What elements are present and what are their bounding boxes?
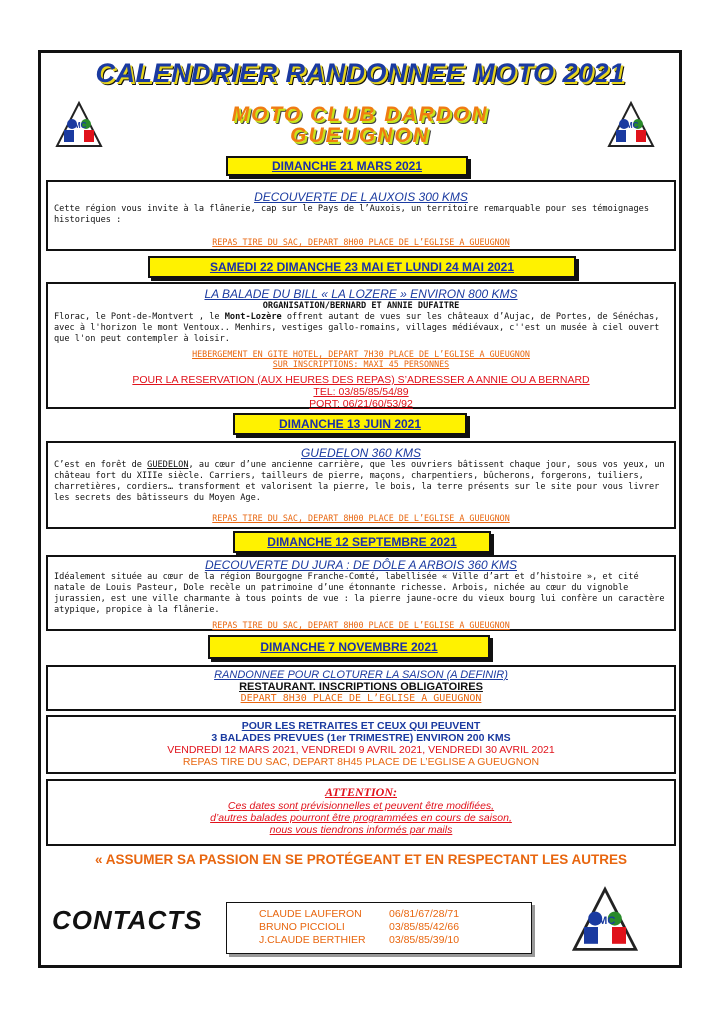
slogan: « ASSUMER SA PASSION EN SE PROTÉGEANT ET EN RESPECTANT LES AUTRES xyxy=(94,852,628,867)
event-reservation: POUR LA RESERVATION (AUX HEURES DES REPAS) S’ADRESSER A ANNIE OU A BERNARD xyxy=(132,374,590,386)
attention-line: d’autres balades pourront être programmées en cours de saison, xyxy=(210,812,512,824)
retraites-line3: VENDREDI 12 MARS 2021, VENDREDI 9 AVRIL 2021, VENDREDI 30 AVRIL 2021 xyxy=(167,744,555,756)
svg-text:MC: MC xyxy=(598,915,616,928)
attention-heading: ATTENTION: xyxy=(325,785,397,799)
event-organisation: ORGANISATION/BERNARD ET ANNIE DUFAITRE xyxy=(262,301,460,311)
event-info: DEPART 8H30 PLACE DE L’EGLISE A GUEUGNON xyxy=(240,693,482,704)
motorcycle-club-logo-icon xyxy=(606,100,656,150)
club-logo-left xyxy=(54,100,104,150)
contact-row xyxy=(227,934,531,947)
retraites-line4: REPAS TIRE DU SAC, DEPART 8H45 PLACE DE L’EGLISE A GUEUGNON xyxy=(182,756,540,768)
event-description: C’est en forêt de GUEDELON, au cœur d’une ancienne carrière, que les ouvriers bâtissent chaque jour, sous vos yeux, un château fort du XIIIe siècle. Carriers, tailleurs de pierre, maçons, charpentiers, bûcherons, forgerons, tuiliers, charretières, cordiers… transforment et valorisent la pierre, le bois, la terre présents sur le site pour vous livrer les secrets des bâtisseurs du Moyen Age. xyxy=(54,460,665,503)
event-box xyxy=(46,441,676,529)
page-title: CALENDRIER RANDONNEE MOTO 2021 xyxy=(95,58,625,88)
club-name-line1: MOTO CLUB DARDON xyxy=(231,103,489,126)
event-box xyxy=(46,555,676,631)
contact-phone: 06/81/67/28/71 xyxy=(389,908,460,920)
club-name-line2: GUEUGNON xyxy=(290,124,430,147)
retraites-line1: POUR LES RETRAITES ET CEUX QUI PEUVENT xyxy=(241,720,481,732)
retraites-box xyxy=(46,715,676,774)
contact-name: J.CLAUDE BERTHIER xyxy=(259,934,366,946)
event-description: Cette région vous invite à la flânerie, cap sur le Pays de l’Auxois, un territoire remarquable pour ses témoignages historiques : xyxy=(54,204,649,225)
svg-text:MC: MC xyxy=(626,121,639,130)
event-info: REPAS TIRE DU SAC, DEPART 8H00 PLACE DE L’EGLISE A GUEUGNON xyxy=(212,513,510,523)
svg-text:MC: MC xyxy=(74,121,87,130)
event-info: REPAS TIRE DU SAC, DEPART 8H00 PLACE DE L’EGLISE A GUEUGNON xyxy=(212,237,510,247)
event-description: Florac, le Pont-de-Montvert , le Mont-Lozère offrent autant de vues sur les châteaux d’Aujac, de Portes, de Sénéchas, avec à l'horizon le mont Ventoux.. Menhirs, vestiges gallo-romains, villages médiévaux, c''est un musée à ciel ouvert que l'on peut contempler à loisir. xyxy=(54,312,660,344)
contacts-heading: CONTACTS xyxy=(52,905,203,935)
event-info: HEBERGEMENT EN GITE HOTEL, DEPART 7H30 PLACE DE L’EGLISE A GUEUGNON xyxy=(192,349,530,359)
contact-row xyxy=(227,921,531,934)
contact-name: BRUNO PICCIOLI xyxy=(259,921,345,933)
event-box xyxy=(46,665,676,711)
club-logo-right xyxy=(606,100,656,150)
event-description: Idéalement située au cœur de la région Bourgogne Franche-Comté, labellisée « Ville d’art et d’histoire », et cité natale de Louis Pasteur, Dole recèle un patrimoine d’une étonnante richesse. Arbois, nichée au cœur du vignoble jurassien, est une ville charmante à tous points de vue : la pierre jaune-ocre du vieux bourg lui confère un caractère atypique, propice à la flânerie. xyxy=(54,572,665,615)
event-port: PORT: 06/21/60/53/92 xyxy=(309,398,413,410)
event-line2: RESTAURANT. INSCRIPTIONS OBLIGATOIRES xyxy=(239,681,483,693)
event-date: DIMANCHE 21 MARS 2021 xyxy=(226,156,468,176)
attention-line: nous vous tiendrons informés par mails xyxy=(269,824,453,836)
contacts-box xyxy=(226,902,532,954)
club-logo-bottom xyxy=(566,885,644,955)
event-title: DECOUVERTE DU JURA : DE DÔLE A ARBOIS 360 KMS xyxy=(204,558,518,572)
event-title: DECOUVERTE DE L AUXOIS 300 KMS xyxy=(254,190,468,204)
event-info: REPAS TIRE DU SAC, DEPART 8H00 PLACE DE L’EGLISE A GUEUGNON xyxy=(212,620,510,630)
event-info: SUR INSCRIPTIONS: MAXI 45 PERSONNES xyxy=(272,359,450,369)
contact-row xyxy=(227,908,531,921)
event-title: LA BALADE DU BILL « LA LOZERE » ENVIRON 800 KMS xyxy=(204,287,518,301)
event-date: SAMEDI 22 DIMANCHE 23 MAI ET LUNDI 24 MAI 2021 xyxy=(148,256,576,278)
motorcycle-club-logo-icon xyxy=(566,885,644,955)
event-box xyxy=(46,180,676,251)
attention-line: Ces dates sont prévisionnelles et peuvent être modifiées, xyxy=(227,800,495,812)
event-title: GUEDELON 360 KMS xyxy=(300,446,422,460)
event-title: RANDONNEE POUR CLOTURER LA SAISON (A DEFINIR) xyxy=(214,669,508,681)
contact-phone: 03/85/85/42/66 xyxy=(389,921,460,933)
event-tel: TEL: 03/85/85/54/89 xyxy=(313,386,409,398)
event-date: DIMANCHE 12 SEPTEMBRE 2021 xyxy=(233,531,491,553)
retraites-line2: 3 BALADES PREVUES (1er TRIMESTRE) ENVIRON 200 KMS xyxy=(211,732,511,744)
event-box xyxy=(46,282,676,409)
contact-name: CLAUDE LAUFERON xyxy=(259,908,362,920)
event-date: DIMANCHE 7 NOVEMBRE 2021 xyxy=(208,635,490,659)
motorcycle-club-logo-icon xyxy=(54,100,104,150)
attention-box xyxy=(46,779,676,846)
event-date: DIMANCHE 13 JUIN 2021 xyxy=(233,413,467,435)
contact-phone: 03/85/85/39/10 xyxy=(389,934,460,946)
